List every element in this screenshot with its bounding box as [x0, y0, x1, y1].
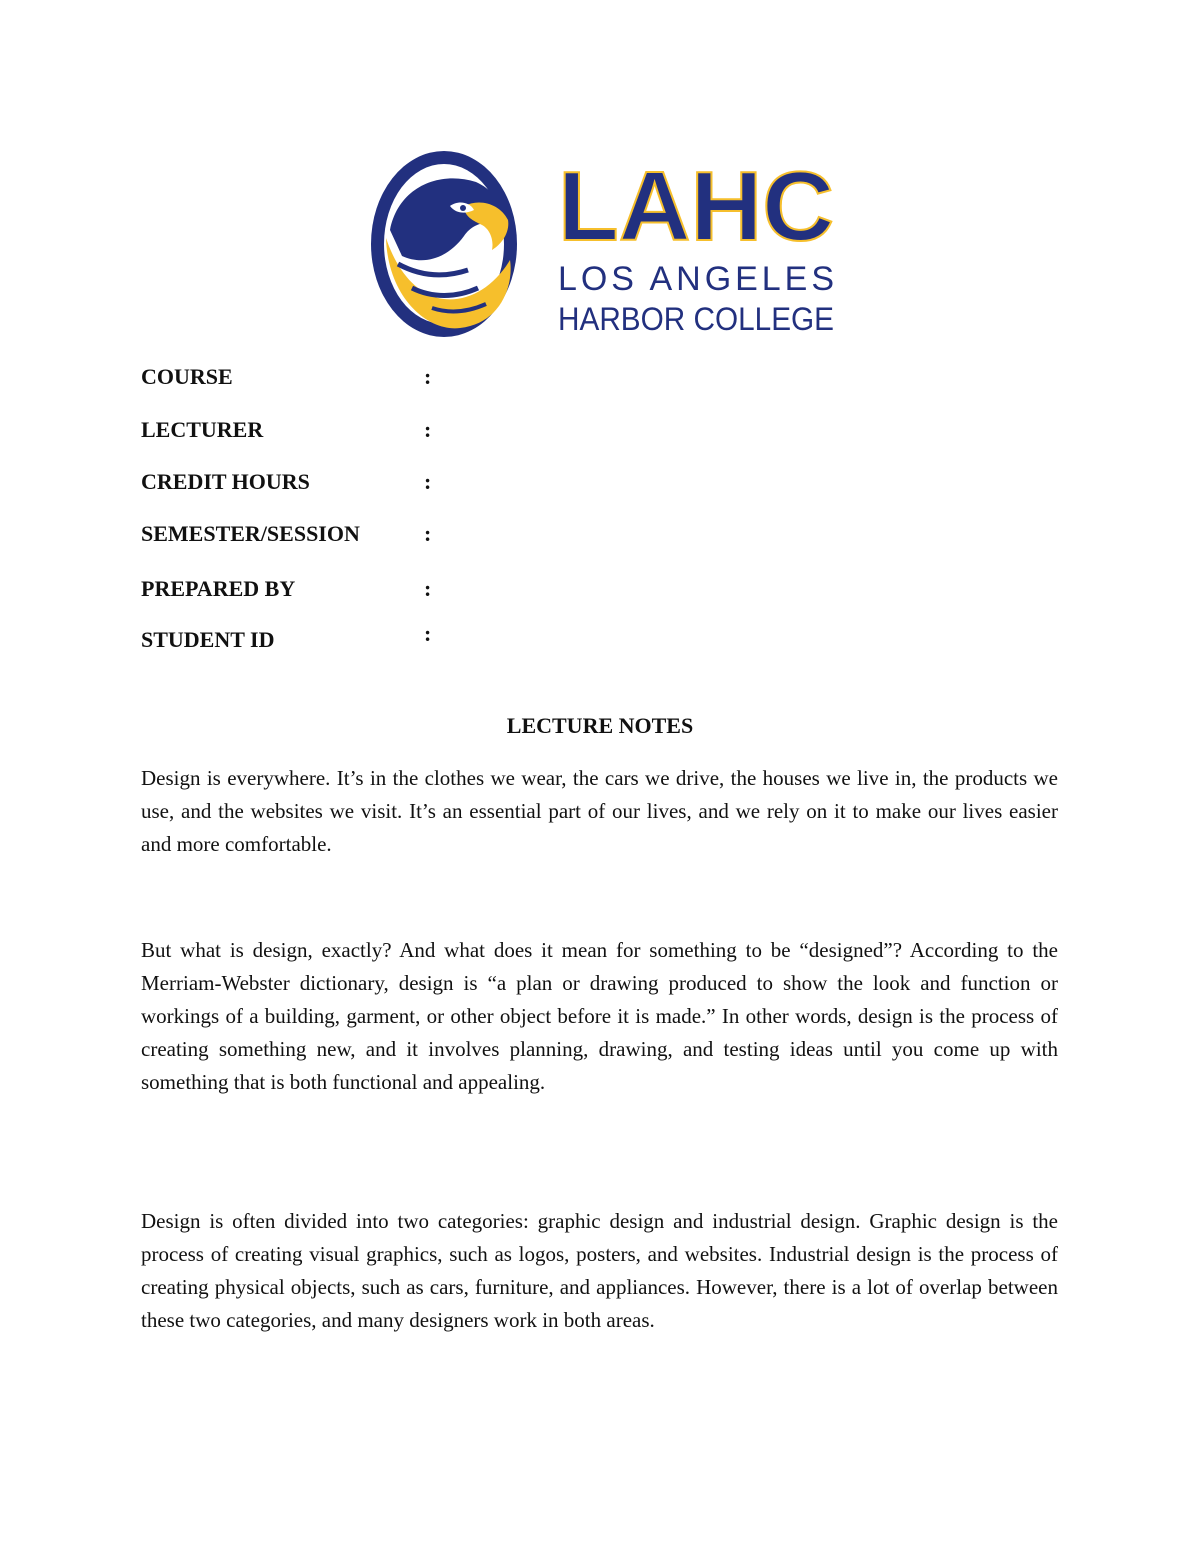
field-separator: :: [424, 621, 432, 646]
field-label: CREDIT HOURS: [141, 469, 310, 494]
logo-line2: HARBOR COLLEGE: [558, 301, 834, 337]
field-label: STUDENT ID: [141, 627, 275, 652]
field-label: COURSE: [141, 364, 233, 389]
logo-line1: LOS ANGELES: [558, 260, 834, 298]
lahc-logo: [368, 148, 838, 340]
field-prepared-by: [141, 574, 641, 604]
field-student-id: [141, 621, 641, 655]
page-title: LECTURE NOTES: [506, 713, 694, 738]
field-course: [141, 362, 641, 392]
paragraph-definition: But what is design, exactly? And what does it mean for something to be “designed”? According to the Merriam-Webster dictionary, design is “a plan or drawing produced to show the look and function or workings of a building, garment, or other object before it is made.” In other words, design is the process of creating something new, and it involves planning, drawing, and testing ideas until you come up with something that is both functional and appealing.: [141, 938, 1058, 1094]
logo-wordmark: LAHC: [558, 151, 834, 261]
eagle-head-icon: [371, 151, 517, 337]
field-lecturer: [141, 415, 641, 445]
paragraph-intro: Design is everywhere. It’s in the clothes we wear, the cars we drive, the houses we live in, the products we use, and the websites we visit. It’s an essential part of our lives, and we rely on it to make our lives easier and more comfortable.: [141, 766, 1058, 856]
field-label: SEMESTER/SESSION: [141, 521, 360, 546]
field-label: LECTURER: [141, 417, 264, 442]
paragraph-categories: Design is often divided into two categories: graphic design and industrial design. Graphic design is the process of creating visual graphics, such as logos, posters, and websites. Industrial design is the process of creating physical objects, such as cars, furniture, and appliances. However, there is a lot of overlap between these two categories, and many designers work in both areas.: [141, 1209, 1058, 1332]
field-separator: :: [424, 417, 432, 442]
field-semester-session: [141, 519, 641, 549]
field-label: PREPARED BY: [141, 576, 296, 601]
field-credit-hours: [141, 467, 641, 497]
field-separator: :: [424, 576, 432, 601]
field-separator: :: [424, 521, 432, 546]
field-separator: :: [424, 364, 432, 389]
field-separator: :: [424, 469, 432, 494]
